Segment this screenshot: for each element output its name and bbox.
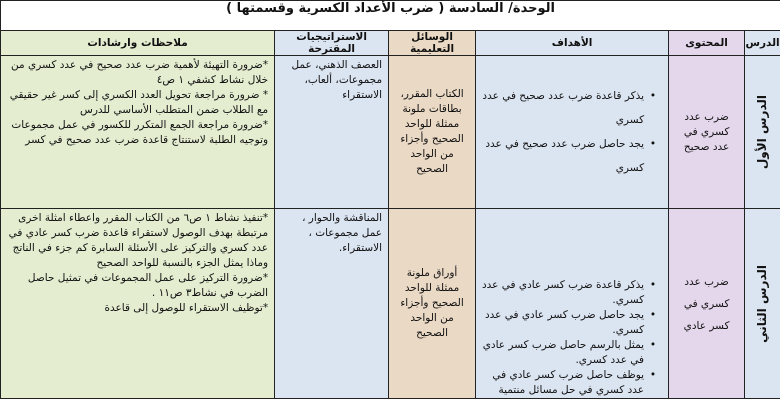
strategies-text: العصف الذهني، عمل مجموعات، ألعاب، الاستقراء [291,59,383,101]
goals-list [476,278,668,398]
means-text: الكتاب المقرر، بطاقات ملونة ممثلة للواحد الصحيح وأجزاء من الواحد الصحيح [400,88,464,175]
header-notes: ملاحظات وارشادات [1,31,275,56]
strategies-text: المناقشة والحوار ، عمل مجموعات ، الاستقراء. [302,212,383,254]
goal-item: • يذكر قاعدة ضرب عدد صحيح في عدد كسري [478,84,654,132]
goal-item: • يجد حاصل ضرب كسر عادي في عدد كسري. [478,308,654,338]
unit-title: الوحدة/ السادسة ( ضرب الأعداد الكسرية وقسمتها ) [1,1,780,31]
lesson-label: الدرس الأول [755,94,770,170]
goal-item: • يجد حاصل ضرب عدد صحيح في عدد كسري [478,132,654,180]
goals-list [476,84,668,180]
lesson-label: الدرس الثاني [755,264,770,343]
content-text: ضرب عدد كسري في عدد صحيح [683,110,730,153]
notes-text: *تنفيذ نشاط ١ ص٦ من الكتاب المقرر واعطاء امثلة اخرى مرتبطة بهدف الوصول لاستقراء قاعدة ضرب كسر عادي في عدد كسري والتركيز على الأسئلة السابرة كم جزء في الناتج وماذا يمثل الجزء بالنسبة للواحد الصحيح *ضرورة التركيز على عمل المجموعات في تمثيل حاصل الضرب في نشاط٣ ص١١ . *توظيف الاستقراء للوصول إلى قاعدة [8,212,269,314]
header-lesson: الدرس [745,31,780,56]
header-strategies: الاستراتيجيات المقترحة [275,31,389,56]
table-row [1,56,780,209]
header-means: الوسائل التعليمية [389,31,476,56]
notes-text: *ضرورة التهيئة لأهمية ضرب عدد صحيح في عدد كسري من خلال نشاط كشفي ١ ص٤ * ضرورة مراجعة تحويل العدد الكسري إلى كسر غير حقيقي مع الطلاب ضمن المتطلب الأساسي للدرس *ضرورة مراجعة الجمع المتكرر للكسور في عمل مجموعات وتوجيه الطلبة لاستنتاج قاعدة ضرب عدد صحيح في كسر [9,59,269,146]
table-row [1,209,780,399]
means-text: أوراق ملونة ممثلة للواحد الصحيح وأجزاء من الواحد الصحيح [400,267,464,339]
goal-item: • يذكر قاعدة ضرب كسر عادي في عدد كسري. [478,278,654,308]
content-text: ضرب عدد كسري في كسر عادي [683,275,730,332]
goal-item: • يمثل بالرسم حاصل ضرب كسر عادي في عدد كسري. [478,338,654,368]
header-goals: الأهداف [476,31,669,56]
goal-item: • يوظف حاصل ضرب كسر عادي في عدد كسري في حل مسائل منتمية [478,368,654,398]
header-content: المحتوى [669,31,745,56]
